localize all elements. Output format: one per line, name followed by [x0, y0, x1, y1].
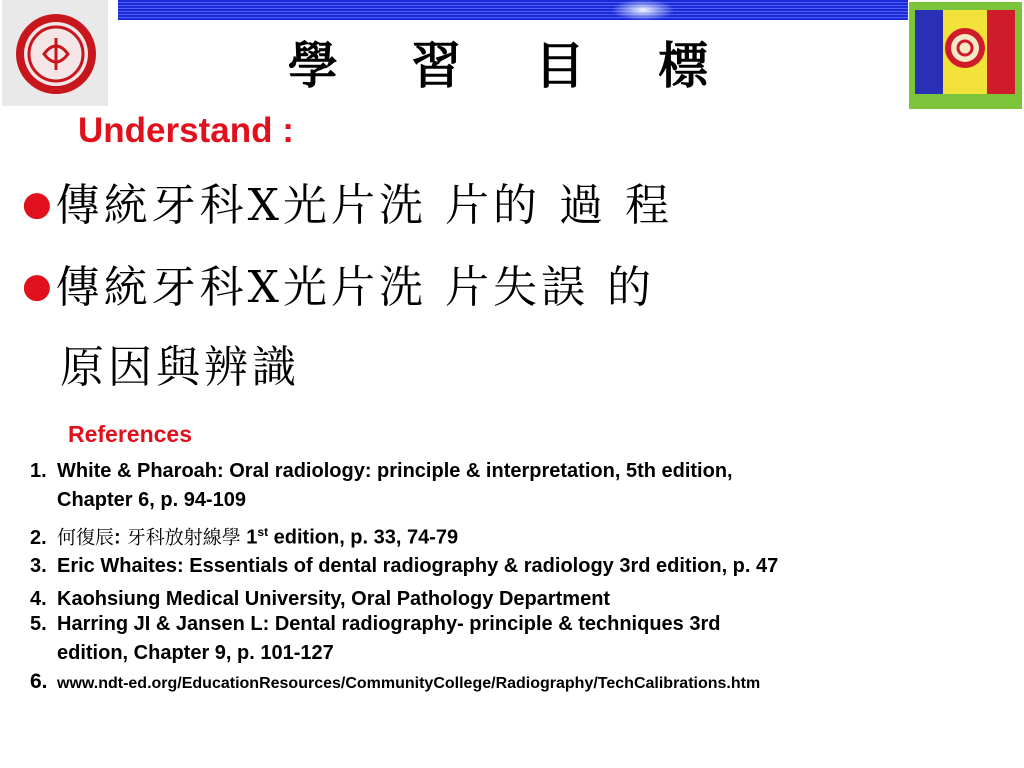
bullet-icon: ●: [22, 184, 52, 224]
reference-number: 1.: [30, 460, 47, 482]
banner-glow: [613, 0, 673, 20]
reference-text: Eric Whaites: Essentials of dental radiography & radiology 3rd edition, p. 47: [57, 555, 779, 577]
reference-number: 3.: [30, 555, 47, 577]
objective-item: [22, 260, 655, 314]
reference-text: Kaohsiung Medical University, Oral Pathology Department: [57, 588, 611, 610]
reference-number: 6.: [30, 670, 48, 693]
top-banner: [118, 0, 908, 20]
understand-label: Understand :: [78, 111, 294, 150]
bullet-icon: ●: [22, 266, 52, 306]
reference-edition-suffix: st: [257, 525, 269, 539]
reference-colon: :: [114, 526, 121, 549]
reference-number: 2.: [30, 526, 47, 549]
objective-item: [22, 178, 673, 232]
reference-link[interactable]: www.ndt-ed.org/EducationResources/CommunityCollege/Radiography/TechCalibrations.htm: [57, 675, 761, 692]
reference-item: [30, 610, 720, 668]
reference-edition-number: 1: [240, 526, 258, 549]
reference-number: 4.: [30, 588, 47, 610]
reference-text-continued: edition, Chapter 9, p. 101-127: [57, 642, 334, 664]
reference-item: [30, 552, 778, 581]
objective-continuation: 原因與辨識: [60, 342, 300, 393]
objective-text: 傳統牙科X光片洗 片失誤 的: [55, 262, 655, 313]
reference-book: 牙科放射線學: [120, 526, 241, 549]
reference-item: [30, 667, 760, 698]
reference-text-continued: Chapter 6, p. 94-109: [57, 489, 246, 511]
page-title: 學 習 目 標: [287, 36, 737, 95]
reference-author: 何復辰: [57, 526, 115, 549]
reference-item: [30, 518, 458, 553]
objective-text: 傳統牙科X光片洗 片的 過 程: [55, 180, 673, 231]
reference-text: White & Pharoah: Oral radiology: principle & interpretation, 5th edition,: [57, 460, 733, 482]
references-heading: References: [68, 421, 193, 447]
reference-text: edition, p. 33, 74-79: [268, 526, 459, 549]
reference-text: Harring JI & Jansen L: Dental radiography- principle & techniques 3rd: [57, 613, 721, 635]
reference-item: [30, 457, 733, 515]
reference-number: 5.: [30, 613, 47, 635]
